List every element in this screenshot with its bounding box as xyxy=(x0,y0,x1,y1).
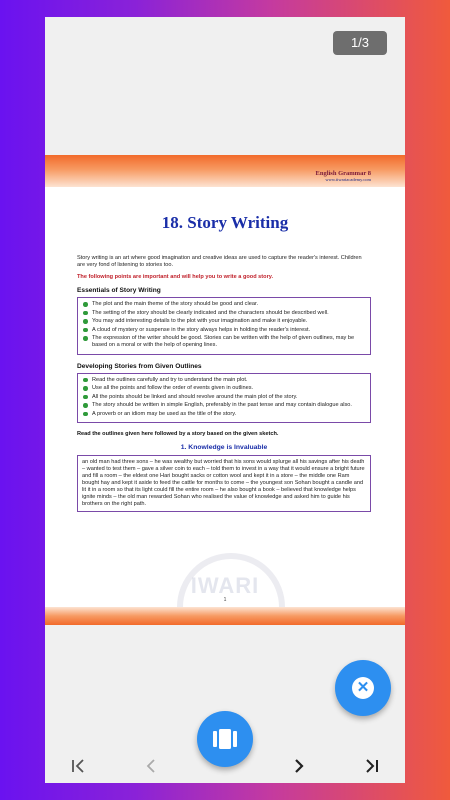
previous-page-icon[interactable] xyxy=(141,757,161,775)
list-item: A cloud of mystery or suspense in the story always helps in holding the reader's interest. xyxy=(82,327,366,334)
bullet-icon xyxy=(83,302,88,307)
list-item: You may add interesting details to the plot with your imagination and make it enjoyable. xyxy=(82,318,366,325)
close-icon: ✕ xyxy=(352,677,374,699)
brand-url: www.tiwariacademy.com xyxy=(325,177,371,182)
story-title: 1. Knowledge is Invaluable xyxy=(180,444,268,451)
list-item: The story should be written in simple English, preferably in the past tense and may contain dialogue also. xyxy=(82,402,366,409)
chapter-title: 18. Story Writing xyxy=(161,213,289,232)
bullet-icon xyxy=(83,412,88,417)
list-item: The expression of the writer should be good. Stories can be written with the help of given outlines, may be based on a moral or with the help of opening lines. xyxy=(82,335,366,349)
page-content xyxy=(77,255,371,512)
document-page[interactable] xyxy=(45,155,405,625)
footer-band xyxy=(45,607,405,625)
pdf-viewer[interactable] xyxy=(45,17,405,783)
bullet-icon xyxy=(83,403,88,408)
bullet-icon xyxy=(83,328,88,333)
brand-block xyxy=(316,170,372,182)
outline-note: Read the outlines given here followed by a story based on the given sketch. xyxy=(77,431,279,437)
highlight-text: The following points are important and will help you to write a good story. xyxy=(77,274,273,280)
brand-title: English Grammar 8 xyxy=(315,170,371,177)
list-item: Read the outlines carefully and try to understand the main plot. xyxy=(82,377,366,384)
list-item: A proverb or an idiom may be used as the title of the story. xyxy=(82,411,366,418)
watermark-text: IWARI xyxy=(190,573,260,598)
bullet-icon xyxy=(83,378,88,383)
bullet-icon xyxy=(83,311,88,316)
bullet-icon xyxy=(83,319,88,324)
bullet-icon xyxy=(83,395,88,400)
first-page-icon[interactable] xyxy=(69,757,89,775)
list-item: Use all the points and follow the order of events given in outlines. xyxy=(82,385,366,392)
list-item: The setting of the story should be clearly indicated and the characters should be described well. xyxy=(82,310,366,317)
developing-title: Developing Stories from Given Outlines xyxy=(77,362,202,370)
page-navigation-bar xyxy=(45,749,405,783)
essentials-title: Essentials of Story Writing xyxy=(77,287,161,294)
last-page-icon[interactable] xyxy=(361,757,381,775)
page-number: 1 xyxy=(223,597,227,603)
developing-box xyxy=(77,373,371,424)
bullet-icon xyxy=(83,386,88,391)
list-item: The plot and the main theme of the story should be good and clear. xyxy=(82,301,366,308)
list-item: All the points should be linked and should revolve around the main plot of the story. xyxy=(82,394,366,401)
intro-paragraph: Story writing is an art where good imagination and creative ideas are used to capture the reader's interest. Children are very fond of listening to stories too. xyxy=(77,255,362,268)
next-page-icon[interactable] xyxy=(289,757,309,775)
story-outline-box: an old man had three sons – he was wealthy but worried that his sons would splurge all his savings after his death – wanted to test them – gave a silver coin to each – told them to invest in a way that it would ensure a bright future and fill a room – the eldest one Hari bought sacks or cotton wool and kept it in a store – the middle one Ram bought hay and kept it aside to feed the cattle for months to come – the youngest son Sohan bought a candle and lit it in a room so that its light could fill the entire room – he also bought a book – believed that knowledge helps ignite minds – the old man rewarded Sohan who realised the value of knowledge and asked him to guide his brothers on the right path. xyxy=(77,455,371,512)
close-button[interactable] xyxy=(335,660,391,716)
essentials-box xyxy=(77,297,371,355)
bullet-icon xyxy=(83,336,88,341)
page-indicator: 1/3 xyxy=(333,31,387,55)
